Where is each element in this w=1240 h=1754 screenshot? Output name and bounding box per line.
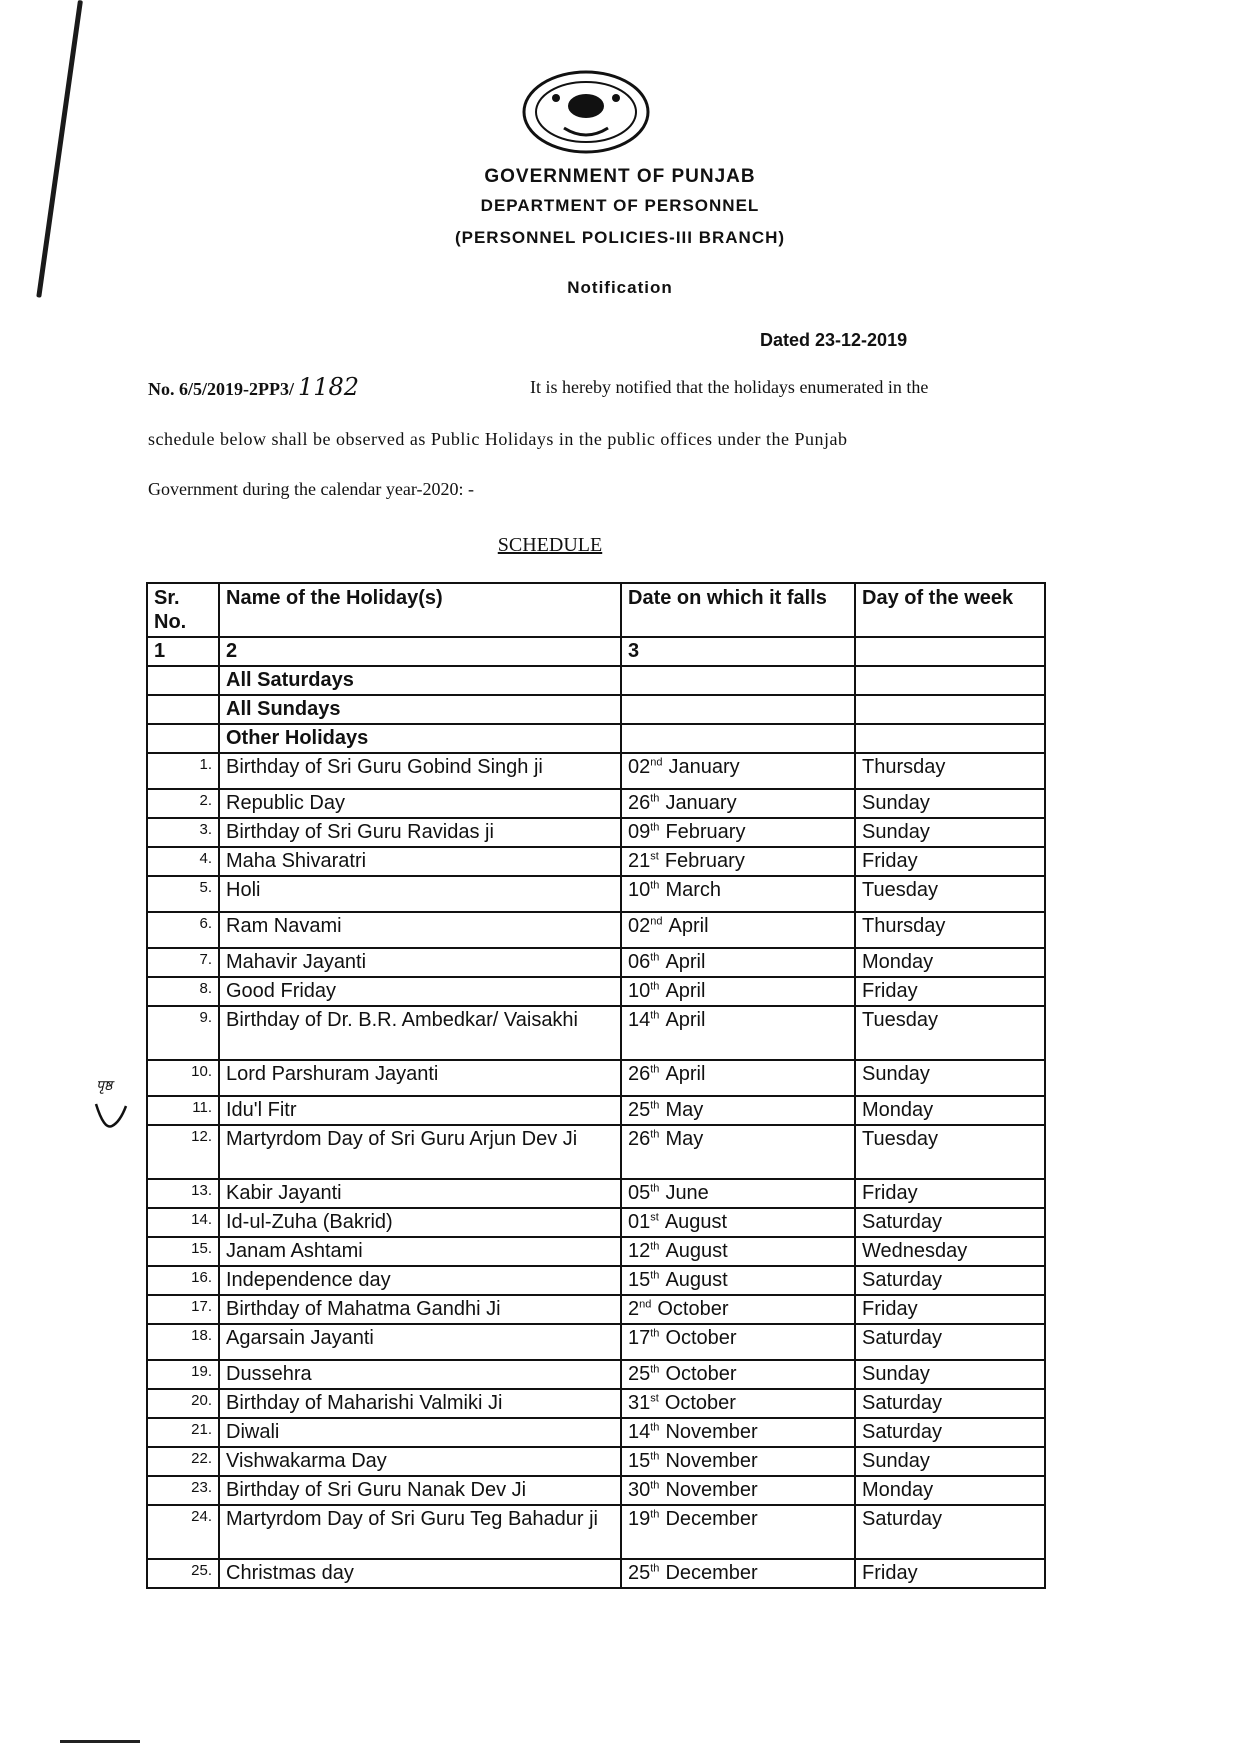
reference-number: No. 6/5/2019-2PP3/ <box>148 379 294 399</box>
weekday: Saturday <box>855 1266 1045 1295</box>
date-ordinal-suffix: th <box>650 980 660 993</box>
serial-number: 24. <box>147 1505 219 1559</box>
date-ordinal-suffix: th <box>650 1269 660 1282</box>
holiday-date <box>621 1389 855 1418</box>
scan-edge-mark <box>36 0 83 298</box>
group-all-sundays: All Sundays <box>219 695 621 724</box>
header-holiday-name: Name of the Holiday(s) <box>219 583 621 637</box>
date-day-number: 19 <box>628 1508 651 1530</box>
holiday-name: Christmas day <box>219 1559 621 1588</box>
date-month: November <box>665 1450 758 1472</box>
holiday-name: Birthday of Mahatma Gandhi Ji <box>219 1295 621 1324</box>
column-number: 1 <box>147 637 219 666</box>
date-month: April <box>668 915 709 937</box>
holiday-date <box>621 1266 855 1295</box>
holiday-name: Mahavir Jayanti <box>219 948 621 977</box>
date-ordinal-suffix: st <box>650 1392 659 1405</box>
date-day-number: 25 <box>628 1363 651 1385</box>
date-day-number: 15 <box>628 1269 651 1291</box>
weekday: Wednesday <box>855 1237 1045 1266</box>
date-day-number: 09 <box>628 821 651 843</box>
table-row <box>147 789 1045 818</box>
weekday: Friday <box>855 1179 1045 1208</box>
date-month: December <box>665 1562 758 1584</box>
date-day-number: 01 <box>628 1211 651 1233</box>
weekday: Sunday <box>855 1447 1045 1476</box>
holiday-schedule-table <box>146 582 1046 1589</box>
holiday-date <box>621 977 855 1006</box>
serial-number: 3. <box>147 818 219 847</box>
holiday-name: Republic Day <box>219 789 621 818</box>
empty-cell <box>147 695 219 724</box>
date-ordinal-suffix: th <box>650 1508 660 1521</box>
table-row <box>147 912 1045 948</box>
serial-number: 23. <box>147 1476 219 1505</box>
date-month: April <box>665 1009 706 1031</box>
date-day-number: 30 <box>628 1479 651 1501</box>
serial-number: 2. <box>147 789 219 818</box>
weekday: Friday <box>855 1295 1045 1324</box>
holiday-date <box>621 1208 855 1237</box>
table-row <box>147 818 1045 847</box>
holiday-name: Birthday of Sri Guru Ravidas ji <box>219 818 621 847</box>
holiday-name: Birthday of Sri Guru Nanak Dev Ji <box>219 1476 621 1505</box>
date-ordinal-suffix: th <box>650 1450 660 1463</box>
table-row <box>147 1295 1045 1324</box>
holiday-date <box>621 1060 855 1096</box>
holiday-date <box>621 876 855 912</box>
date-ordinal-suffix: th <box>650 1128 660 1141</box>
serial-number: 4. <box>147 847 219 876</box>
table-row <box>147 948 1045 977</box>
date-day-number: 17 <box>628 1327 651 1349</box>
holiday-name: Janam Ashtami <box>219 1237 621 1266</box>
date-day-number: 15 <box>628 1450 651 1472</box>
header-branch: (PERSONNEL POLICIES-III BRANCH) <box>454 228 786 247</box>
date-month: April <box>665 1063 706 1085</box>
holiday-name: Vishwakarma Day <box>219 1447 621 1476</box>
header-government: GOVERNMENT OF PUNJAB <box>484 166 756 187</box>
date-day-number: 02 <box>628 915 651 937</box>
date-day-number: 26 <box>628 792 651 814</box>
date-ordinal-suffix: th <box>650 1421 660 1434</box>
table-row <box>147 977 1045 1006</box>
empty-cell <box>621 695 855 724</box>
schedule-title: SCHEDULE <box>497 534 603 556</box>
header-day-of-week: Day of the week <box>855 583 1045 637</box>
holiday-date <box>621 1006 855 1060</box>
table-row <box>147 1418 1045 1447</box>
weekday: Tuesday <box>855 1125 1045 1179</box>
table-row <box>147 1060 1045 1096</box>
serial-number: 18. <box>147 1324 219 1360</box>
date-day-number: 14 <box>628 1009 651 1031</box>
header-date: Date on which it falls <box>621 583 855 637</box>
header-sr-no: Sr. No. <box>147 583 219 637</box>
date-ordinal-suffix: st <box>650 850 659 863</box>
table-row <box>147 1324 1045 1360</box>
date-ordinal-suffix: nd <box>650 756 663 769</box>
date-month: May <box>665 1128 704 1150</box>
weekday: Thursday <box>855 753 1045 789</box>
empty-cell <box>621 666 855 695</box>
date-day-number: 31 <box>628 1392 651 1414</box>
date-month: May <box>665 1099 704 1121</box>
empty-cell <box>147 666 219 695</box>
weekday: Friday <box>855 1559 1045 1588</box>
holiday-date <box>621 1179 855 1208</box>
weekday: Thursday <box>855 912 1045 948</box>
date-month: November <box>665 1479 758 1501</box>
weekday: Sunday <box>855 1060 1045 1096</box>
serial-number: 1. <box>147 753 219 789</box>
date-day-number: 26 <box>628 1063 651 1085</box>
date-month: November <box>665 1421 758 1443</box>
margin-note: पृष्ठ <box>96 1078 113 1094</box>
holiday-name: Lord Parshuram Jayanti <box>219 1060 621 1096</box>
date-day-number: 26 <box>628 1128 651 1150</box>
handwritten-tick-icon <box>92 1096 132 1136</box>
date-month: October <box>664 1392 736 1414</box>
holiday-name: Good Friday <box>219 977 621 1006</box>
table-row <box>147 1360 1045 1389</box>
date-ordinal-suffix: st <box>650 1211 659 1224</box>
weekday: Monday <box>855 1476 1045 1505</box>
holiday-name: Holi <box>219 876 621 912</box>
serial-number: 7. <box>147 948 219 977</box>
holiday-name: Martyrdom Day of Sri Guru Teg Bahadur ji <box>219 1505 621 1559</box>
empty-cell <box>621 724 855 753</box>
table-row <box>147 1237 1045 1266</box>
holiday-date <box>621 1360 855 1389</box>
date-day-number: 25 <box>628 1562 651 1584</box>
date-ordinal-suffix: th <box>650 792 660 805</box>
serial-number: 19. <box>147 1360 219 1389</box>
table-row <box>147 1559 1045 1588</box>
serial-number: 14. <box>147 1208 219 1237</box>
serial-number: 20. <box>147 1389 219 1418</box>
date-month: August <box>665 1240 728 1262</box>
date-ordinal-suffix: th <box>650 1327 660 1340</box>
date-ordinal-suffix: nd <box>650 915 663 928</box>
date-month: February <box>664 850 745 872</box>
date-ordinal-suffix: th <box>650 1099 660 1112</box>
table-row <box>147 1389 1045 1418</box>
column-number: 3 <box>621 637 855 666</box>
serial-number: 25. <box>147 1559 219 1588</box>
holiday-name: Dussehra <box>219 1360 621 1389</box>
holiday-date <box>621 847 855 876</box>
table-row <box>147 1266 1045 1295</box>
holiday-date <box>621 1476 855 1505</box>
body-line-3: Government during the calendar year-2020: - <box>148 479 475 499</box>
holiday-date <box>621 1505 855 1559</box>
table-row <box>147 847 1045 876</box>
holiday-name: Diwali <box>219 1418 621 1447</box>
date-month: October <box>665 1327 737 1349</box>
weekday: Saturday <box>855 1389 1045 1418</box>
holiday-name: Ram Navami <box>219 912 621 948</box>
date-ordinal-suffix: th <box>650 821 660 834</box>
date-month: January <box>668 756 740 778</box>
holiday-name: Birthday of Maharishi Valmiki Ji <box>219 1389 621 1418</box>
holiday-date <box>621 818 855 847</box>
serial-number: 13. <box>147 1179 219 1208</box>
weekday: Tuesday <box>855 1006 1045 1060</box>
holiday-name: Martyrdom Day of Sri Guru Arjun Dev Ji <box>219 1125 621 1179</box>
weekday: Saturday <box>855 1324 1045 1360</box>
date-ordinal-suffix: th <box>650 1182 660 1195</box>
table-row <box>147 1125 1045 1179</box>
holiday-name: Id-ul-Zuha (Bakrid) <box>219 1208 621 1237</box>
holiday-name: Birthday of Dr. B.R. Ambedkar/ Vaisakhi <box>219 1006 621 1060</box>
table-row <box>147 1505 1045 1559</box>
date-month: October <box>657 1298 729 1320</box>
table-row <box>147 1006 1045 1060</box>
weekday: Monday <box>855 1096 1045 1125</box>
body-line-1: It is hereby notified that the holidays enumerated in the <box>530 377 929 397</box>
date-ordinal-suffix: th <box>650 1479 660 1492</box>
serial-number: 10. <box>147 1060 219 1096</box>
holiday-name: Independence day <box>219 1266 621 1295</box>
serial-number: 9. <box>147 1006 219 1060</box>
date-ordinal-suffix: th <box>650 1562 660 1575</box>
table-row <box>147 1447 1045 1476</box>
date-month: January <box>665 792 737 814</box>
date-day-number: 14 <box>628 1421 651 1443</box>
holiday-name: Kabir Jayanti <box>219 1179 621 1208</box>
weekday: Sunday <box>855 789 1045 818</box>
table-row <box>147 1179 1045 1208</box>
holiday-name: Agarsain Jayanti <box>219 1324 621 1360</box>
date-month: April <box>665 980 706 1002</box>
holiday-date <box>621 1096 855 1125</box>
serial-number: 5. <box>147 876 219 912</box>
weekday: Sunday <box>855 1360 1045 1389</box>
column-number: 2 <box>219 637 621 666</box>
weekday: Tuesday <box>855 876 1045 912</box>
serial-number: 12. <box>147 1125 219 1179</box>
date-ordinal-suffix: th <box>650 1063 660 1076</box>
empty-cell <box>147 724 219 753</box>
serial-number: 16. <box>147 1266 219 1295</box>
weekday: Sunday <box>855 818 1045 847</box>
weekday: Friday <box>855 977 1045 1006</box>
holiday-name: Idu'l Fitr <box>219 1096 621 1125</box>
holiday-date <box>621 1295 855 1324</box>
serial-number: 17. <box>147 1295 219 1324</box>
holiday-date <box>621 1125 855 1179</box>
date-ordinal-suffix: th <box>650 879 660 892</box>
group-other-holidays: Other Holidays <box>219 724 621 753</box>
holiday-date <box>621 1237 855 1266</box>
date-ordinal-suffix: th <box>650 1240 660 1253</box>
date-day-number: 05 <box>628 1182 651 1204</box>
weekday: Friday <box>855 847 1045 876</box>
date-month: October <box>665 1363 737 1385</box>
date-month: August <box>664 1211 728 1233</box>
paragraph-line-1 <box>148 373 1048 401</box>
date-day-number: 12 <box>628 1240 651 1262</box>
table-row <box>147 1476 1045 1505</box>
weekday: Saturday <box>855 1208 1045 1237</box>
holiday-date <box>621 1447 855 1476</box>
date-month: August <box>665 1269 728 1291</box>
holiday-name: Maha Shivaratri <box>219 847 621 876</box>
date-day-number: 06 <box>628 951 651 973</box>
date-day-number: 2 <box>628 1298 640 1320</box>
date-month: February <box>665 821 746 843</box>
date-day-number: 10 <box>628 879 651 901</box>
date-ordinal-suffix: nd <box>639 1298 652 1311</box>
empty-cell <box>855 724 1045 753</box>
serial-number: 22. <box>147 1447 219 1476</box>
table-row <box>147 1096 1045 1125</box>
date-ordinal-suffix: th <box>650 951 660 964</box>
weekday: Saturday <box>855 1505 1045 1559</box>
date-month: June <box>665 1182 709 1204</box>
serial-number: 21. <box>147 1418 219 1447</box>
holiday-name: Birthday of Sri Guru Gobind Singh ji <box>219 753 621 789</box>
serial-number: 11. <box>147 1096 219 1125</box>
date-ordinal-suffix: th <box>650 1363 660 1376</box>
reference-handwritten-number: 1182 <box>298 373 360 401</box>
date-month: March <box>665 879 722 901</box>
table-row <box>147 876 1045 912</box>
empty-cell <box>855 695 1045 724</box>
punjab-emblem-icon <box>516 68 656 158</box>
holiday-date <box>621 912 855 948</box>
column-number <box>855 637 1045 666</box>
weekday: Monday <box>855 948 1045 977</box>
notification-title: Notification <box>567 278 673 297</box>
serial-number: 15. <box>147 1237 219 1266</box>
page-footer-mark <box>60 1740 140 1743</box>
date-day-number: 02 <box>628 756 651 778</box>
holiday-date <box>621 1324 855 1360</box>
empty-cell <box>855 666 1045 695</box>
date-day-number: 21 <box>628 850 651 872</box>
serial-number: 8. <box>147 977 219 1006</box>
holiday-date <box>621 789 855 818</box>
table-row <box>147 1208 1045 1237</box>
date-month: April <box>665 951 706 973</box>
group-all-saturdays: All Saturdays <box>219 666 621 695</box>
date-month: December <box>665 1508 758 1530</box>
date-day-number: 25 <box>628 1099 651 1121</box>
body-line-2: schedule below shall be observed as Public Holidays in the public offices under the Punjab <box>148 429 848 449</box>
holiday-date <box>621 753 855 789</box>
holiday-date <box>621 1418 855 1447</box>
date-ordinal-suffix: th <box>650 1009 660 1022</box>
date-day-number: 10 <box>628 980 651 1002</box>
holiday-date <box>621 1559 855 1588</box>
weekday: Saturday <box>855 1418 1045 1447</box>
table-row <box>147 753 1045 789</box>
serial-number: 6. <box>147 912 219 948</box>
holiday-date <box>621 948 855 977</box>
header-department: DEPARTMENT OF PERSONNEL <box>480 196 760 215</box>
dated-line: Dated 23-12-2019 <box>760 330 908 350</box>
